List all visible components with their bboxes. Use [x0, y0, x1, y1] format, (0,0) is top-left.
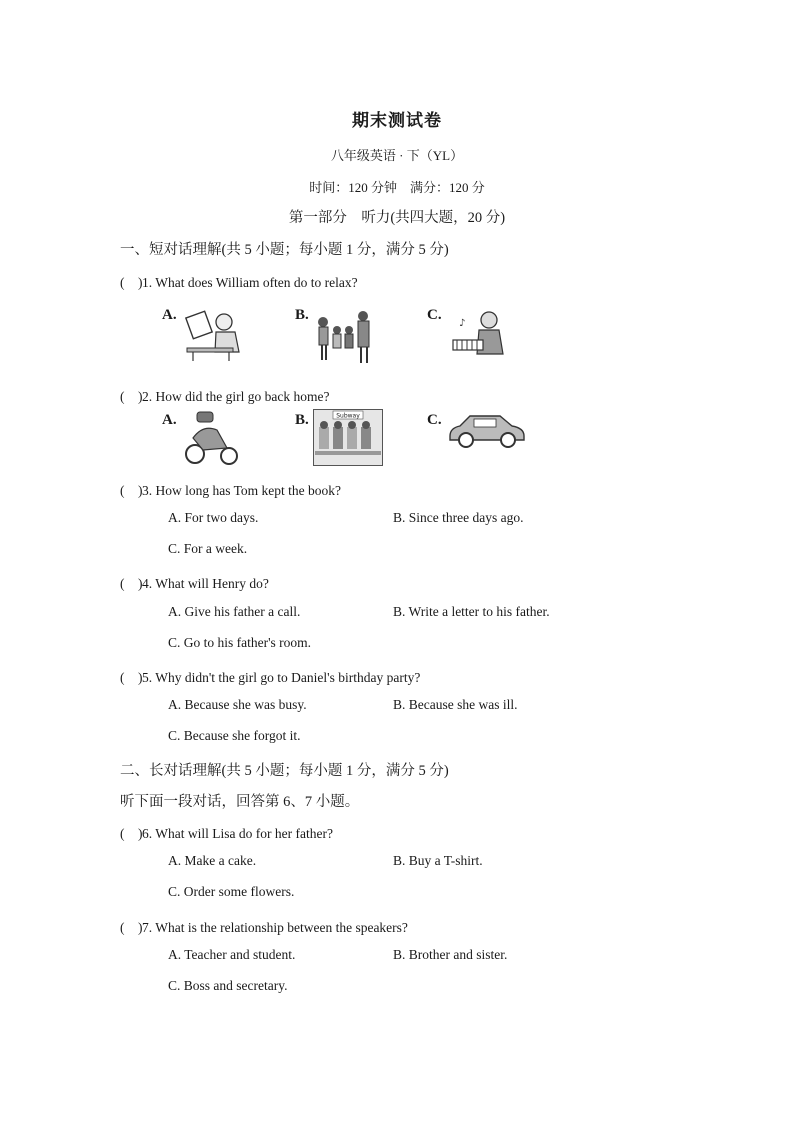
answer-blank[interactable]: ( ) [120, 389, 143, 404]
option-label: B. [295, 307, 309, 323]
computer-user-picture [183, 308, 243, 363]
option-c: C. Boss and secretary. [168, 978, 288, 993]
piano-player-picture [449, 306, 505, 366]
option-label: C. [427, 412, 442, 428]
option-b: B. Write a letter to his father. [393, 604, 550, 619]
option-label: A. [162, 307, 177, 323]
motorbike-picture [183, 408, 239, 466]
question-stem: 1. What does William often do to relax? [142, 275, 358, 290]
question-4 [120, 572, 269, 592]
answer-blank[interactable]: ( ) [120, 920, 143, 935]
svg-text:♪: ♪ [459, 318, 466, 329]
question-2 [120, 385, 329, 405]
option-b: B. Since three days ago. [393, 510, 524, 525]
answer-blank[interactable]: ( ) [120, 826, 143, 841]
answer-blank[interactable]: ( ) [120, 275, 143, 290]
option-label: B. [295, 412, 309, 428]
option-c: C. Order some flowers. [168, 884, 295, 899]
question-3 [120, 479, 341, 499]
subway-sign-text: Subway [336, 412, 360, 420]
option-a: A. For two days. [168, 510, 259, 525]
option-b: B. Brother and sister. [393, 947, 508, 962]
page-subtitle: 八年级英语 · 下（YL） [330, 148, 464, 163]
question-stem: 2. How did the girl go back home? [142, 389, 330, 404]
question-1 [120, 271, 358, 291]
option-b: B. Buy a T-shirt. [393, 853, 483, 868]
option-a: A. Teacher and student. [168, 947, 296, 962]
question-6 [120, 822, 333, 842]
option-c: C. For a week. [168, 541, 248, 556]
question-7 [120, 916, 408, 936]
section-2-instruction: 听下面一段对话，回答第 6、7 小题。 [120, 794, 360, 810]
page-title: 期末测试卷 [352, 111, 442, 130]
answer-blank[interactable]: ( ) [120, 670, 143, 685]
family-group-picture [313, 308, 375, 366]
question-stem: 5. Why didn't the girl go to Daniel's birthday party? [142, 670, 421, 685]
question-stem: 3. How long has Tom kept the book? [142, 483, 342, 498]
option-label: A. [162, 412, 177, 428]
answer-blank[interactable]: ( ) [120, 483, 143, 498]
exam-meta: 时间：120 分钟 满分：120 分 [309, 180, 485, 195]
option-b: B. Because she was ill. [393, 697, 518, 712]
option-a: A. Because she was busy. [168, 697, 307, 712]
option-c: C. Go to his father's room. [168, 635, 312, 650]
question-5 [120, 666, 420, 686]
section-2-heading: 二、长对话理解(共 5 小题；每小题 1 分，满分 5 分) [120, 763, 449, 779]
answer-blank[interactable]: ( ) [120, 576, 143, 591]
option-label: C. [427, 307, 442, 323]
part-heading: 第一部分 听力(共四大题，20 分) [288, 210, 506, 226]
subway-picture [313, 409, 383, 466]
question-stem: 6. What will Lisa do for her father? [142, 826, 333, 841]
option-c: C. Because she forgot it. [168, 728, 301, 743]
question-stem: 4. What will Henry do? [142, 576, 269, 591]
option-a: A. Make a cake. [168, 853, 257, 868]
question-stem: 7. What is the relationship between the speakers? [142, 920, 408, 935]
car-picture [446, 410, 528, 450]
section-1-heading: 一、短对话理解(共 5 小题；每小题 1 分，满分 5 分) [120, 242, 449, 258]
option-a: A. Give his father a call. [168, 604, 301, 619]
